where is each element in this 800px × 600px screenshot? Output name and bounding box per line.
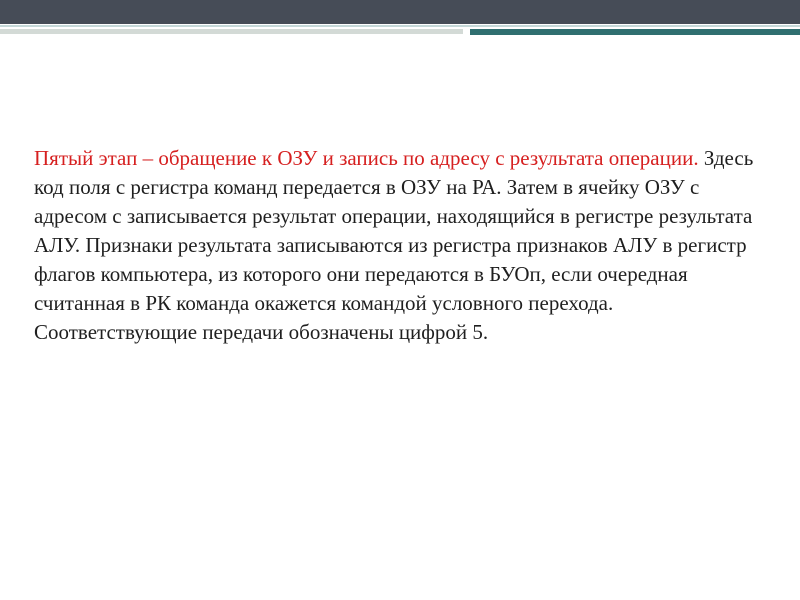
header-divider (0, 25, 800, 27)
body-text: Здесь код поля с регистра команд передается в ОЗУ на РА. Затем в ячейку ОЗУ с адресом с записывается результат операции, находящийся в регистре результата АЛУ. Признаки результата записываются из регистра признаков АЛУ в регистр флагов компьютера, из которого они передаются в БУОп, если очередная считанная в РК команда окажется командой условного перехода. Соответствующие передачи обозначены цифрой 5. (34, 146, 754, 344)
header-band (0, 0, 800, 24)
slide-body-text (34, 144, 774, 347)
accent-bar-right (470, 29, 800, 35)
accent-bar-left (0, 29, 463, 34)
highlighted-lead-text: Пятый этап – обращение к ОЗУ и запись по адресу с результата операции. (34, 146, 699, 170)
